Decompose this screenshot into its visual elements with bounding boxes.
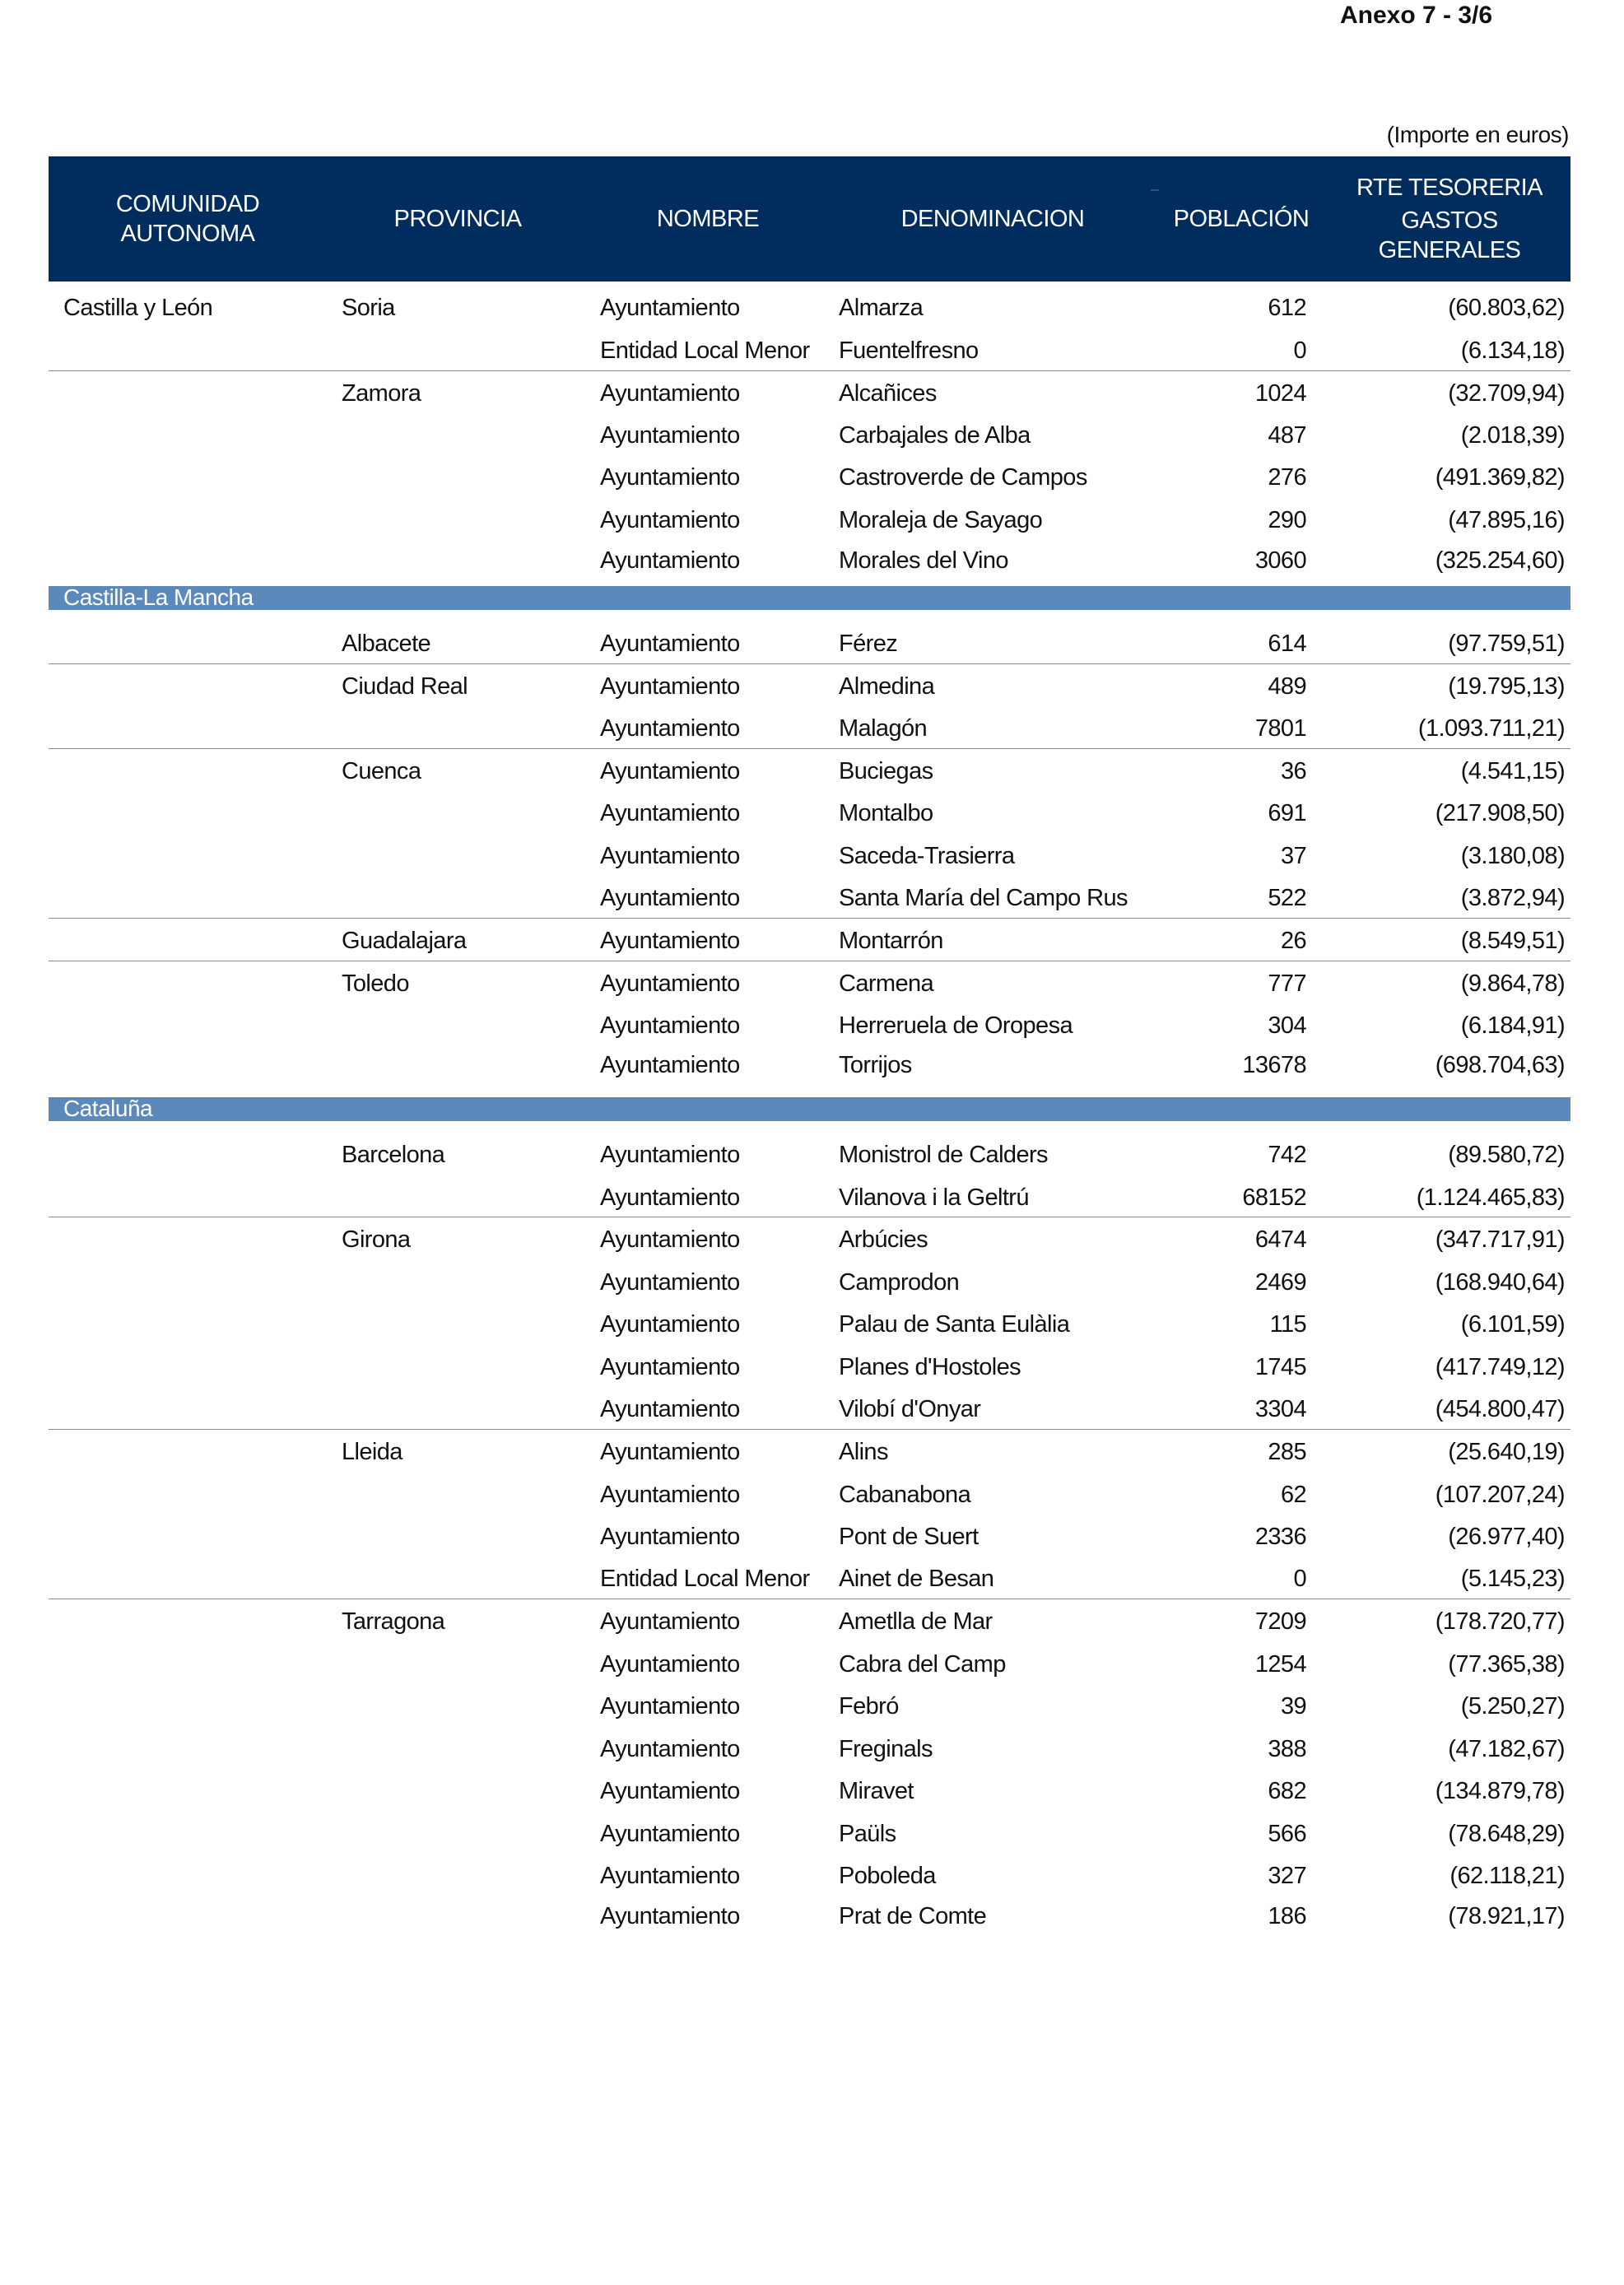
cell-poblacion: 7801	[1254, 715, 1306, 742]
cell-nombre: Ayuntamiento	[600, 1778, 740, 1804]
cell-denominacion: Montarrón	[839, 928, 943, 954]
cell-provincia: Lleida	[342, 1439, 403, 1465]
annex-label: Anexo 7 - 3/6	[1340, 2, 1493, 29]
cell-poblacion: 36	[1280, 758, 1306, 784]
cell-importe: (134.879,78)	[1435, 1778, 1565, 1804]
cell-nombre: Entidad Local Menor	[600, 1566, 810, 1592]
cell-nombre: Ayuntamiento	[600, 758, 740, 784]
cell-nombre: Ayuntamiento	[600, 673, 740, 700]
cell-nombre: Ayuntamiento	[600, 715, 740, 742]
cell-denominacion: Herreruela de Oropesa	[839, 1012, 1073, 1039]
cell-denominacion: Palau de Santa Eulàlia	[839, 1311, 1070, 1338]
cell-nombre: Ayuntamiento	[600, 380, 740, 407]
cell-importe: (491.369,82)	[1435, 464, 1565, 491]
cell-nombre: Ayuntamiento	[600, 1524, 740, 1550]
cell-denominacion: Almarza	[839, 295, 924, 321]
cell-provincia: Guadalajara	[342, 928, 467, 954]
cell-importe: (78.921,17)	[1448, 1903, 1565, 1929]
cell-nombre: Ayuntamiento	[600, 507, 740, 533]
cell-importe: (9.864,78)	[1460, 970, 1565, 997]
cell-poblacion: 388	[1268, 1736, 1306, 1762]
cell-denominacion: Cabra del Camp	[839, 1651, 1006, 1678]
cell-denominacion: Freginals	[839, 1736, 933, 1762]
cell-importe: (89.580,72)	[1448, 1142, 1565, 1168]
cell-poblacion: 186	[1268, 1903, 1306, 1929]
cell-nombre: Ayuntamiento	[600, 1903, 740, 1929]
cell-poblacion: 777	[1268, 970, 1306, 997]
cell-nombre: Entidad Local Menor	[600, 337, 810, 364]
cell-denominacion: Morales del Vino	[839, 547, 1008, 574]
cell-poblacion: 276	[1268, 464, 1306, 491]
cell-comunidad: Castilla y León	[63, 295, 213, 321]
cell-denominacion: Saceda-Trasierra	[839, 843, 1015, 869]
header-poblacion: POBLACIÓN	[1173, 206, 1310, 232]
cell-importe: (47.895,16)	[1448, 507, 1565, 533]
cell-poblacion: 487	[1268, 422, 1306, 449]
cell-poblacion: 489	[1268, 673, 1306, 700]
cell-poblacion: 0	[1293, 1566, 1306, 1592]
cell-nombre: Ayuntamiento	[600, 970, 740, 997]
cell-nombre: Ayuntamiento	[600, 1736, 740, 1762]
row-separator	[49, 748, 1570, 749]
cell-nombre: Ayuntamiento	[600, 1821, 740, 1847]
header-denominacion: DENOMINACION	[900, 206, 1085, 232]
cell-poblacion: 614	[1268, 631, 1306, 657]
region-band-label: Cataluña	[63, 1096, 153, 1121]
cell-denominacion: Carbajales de Alba	[839, 422, 1031, 449]
cell-poblacion: 3304	[1254, 1396, 1306, 1422]
header-nombre: NOMBRE	[656, 206, 760, 232]
cell-nombre: Ayuntamiento	[600, 1012, 740, 1039]
cell-provincia: Cuenca	[342, 758, 421, 784]
cell-denominacion: Pont de Suert	[839, 1524, 979, 1550]
header-comunidad-line1: COMUNIDAD	[115, 191, 260, 217]
cell-importe: (168.940,64)	[1435, 1269, 1565, 1296]
cell-importe: (6.184,91)	[1460, 1012, 1565, 1039]
cell-poblacion: 327	[1268, 1863, 1306, 1889]
unit-note: (Importe en euros)	[1386, 122, 1569, 147]
cell-importe: (178.720,77)	[1435, 1608, 1565, 1635]
cell-provincia: Albacete	[342, 631, 431, 657]
cell-denominacion: Carmena	[839, 970, 934, 997]
cell-importe: (2.018,39)	[1460, 422, 1565, 449]
cell-provincia: Toledo	[342, 970, 409, 997]
cell-provincia: Tarragona	[342, 1608, 445, 1635]
cell-denominacion: Torrijos	[839, 1052, 912, 1078]
region-band-label: Castilla-La Mancha	[63, 584, 254, 610]
cell-denominacion: Fuentelfresno	[839, 337, 979, 364]
cell-importe: (217.908,50)	[1435, 800, 1565, 826]
header-comunidad-line2: AUTONOMA	[120, 221, 255, 247]
cell-importe: (62.118,21)	[1450, 1863, 1565, 1889]
cell-provincia: Ciudad Real	[342, 673, 468, 700]
cell-poblacion: 39	[1280, 1693, 1306, 1720]
cell-importe: (47.182,67)	[1448, 1736, 1565, 1762]
cell-denominacion: Castroverde de Campos	[839, 464, 1087, 491]
cell-poblacion: 290	[1268, 507, 1306, 533]
cell-nombre: Ayuntamiento	[600, 1693, 740, 1720]
cell-importe: (26.977,40)	[1448, 1524, 1565, 1550]
cell-poblacion: 2336	[1254, 1524, 1306, 1550]
cell-poblacion: 26	[1280, 928, 1306, 954]
cell-importe: (6.134,18)	[1460, 337, 1565, 364]
cell-nombre: Ayuntamiento	[600, 422, 740, 449]
cell-importe: (6.101,59)	[1460, 1311, 1565, 1338]
cell-importe: (4.541,15)	[1460, 758, 1565, 784]
cell-denominacion: Cabanabona	[839, 1482, 971, 1508]
cell-denominacion: Camprodon	[839, 1269, 960, 1296]
region-band	[49, 1097, 1570, 1121]
cell-nombre: Ayuntamiento	[600, 1651, 740, 1678]
cell-poblacion: 1745	[1254, 1354, 1306, 1380]
row-separator	[49, 1429, 1570, 1430]
cell-poblacion: 6474	[1254, 1226, 1306, 1253]
cell-denominacion: Almedina	[839, 673, 935, 700]
cell-poblacion: 742	[1268, 1142, 1306, 1168]
cell-nombre: Ayuntamiento	[600, 295, 740, 321]
cell-poblacion: 115	[1269, 1311, 1306, 1338]
cell-nombre: Ayuntamiento	[600, 1269, 740, 1296]
cell-denominacion: Moraleja de Sayago	[839, 507, 1043, 533]
cell-denominacion: Prat de Comte	[839, 1903, 987, 1929]
cell-importe: (325.254,60)	[1435, 547, 1565, 574]
cell-importe: (60.803,62)	[1448, 295, 1565, 321]
cell-denominacion: Santa María del Campo Rus	[839, 885, 1128, 911]
cell-poblacion: 13678	[1242, 1052, 1306, 1078]
cell-denominacion: Febró	[839, 1693, 899, 1720]
cell-denominacion: Alins	[839, 1439, 888, 1465]
cell-poblacion: 612	[1268, 295, 1306, 321]
cell-importe: (1.124.465,83)	[1416, 1184, 1565, 1211]
cell-provincia: Girona	[342, 1226, 411, 1253]
cell-importe: (8.549,51)	[1460, 928, 1565, 954]
cell-nombre: Ayuntamiento	[600, 800, 740, 826]
cell-denominacion: Paüls	[839, 1821, 896, 1847]
cell-denominacion: Planes d'Hostoles	[839, 1354, 1021, 1380]
cell-nombre: Ayuntamiento	[600, 1863, 740, 1889]
cell-importe: (1.093.711,21)	[1417, 715, 1565, 742]
cell-importe: (347.717,91)	[1435, 1226, 1565, 1253]
cell-importe: (32.709,94)	[1448, 380, 1565, 407]
cell-denominacion: Poboleda	[839, 1863, 936, 1889]
cell-importe: (25.640,19)	[1448, 1439, 1565, 1465]
cell-provincia: Zamora	[342, 380, 421, 407]
cell-poblacion: 691	[1268, 800, 1306, 826]
header-rte-line2: GASTOS GENERALES	[1378, 207, 1521, 263]
cell-denominacion: Ametlla de Mar	[839, 1608, 993, 1635]
cell-poblacion: 682	[1268, 1778, 1306, 1804]
cell-denominacion: Vilanova i la Geltrú	[839, 1184, 1029, 1211]
cell-nombre: Ayuntamiento	[600, 1184, 740, 1211]
cell-importe: (78.648,29)	[1448, 1821, 1565, 1847]
cell-denominacion: Vilobí d'Onyar	[839, 1396, 981, 1422]
cell-poblacion: 522	[1268, 885, 1306, 911]
cell-nombre: Ayuntamiento	[600, 1354, 740, 1380]
cell-denominacion: Alcañices	[839, 380, 937, 407]
header-rte-line1: RTE TESORERIA	[1356, 176, 1543, 196]
cell-poblacion: 68152	[1242, 1184, 1306, 1211]
row-separator	[49, 370, 1570, 371]
cell-nombre: Ayuntamiento	[600, 1482, 740, 1508]
cell-poblacion: 37	[1280, 843, 1306, 869]
cell-denominacion: Férez	[839, 631, 898, 657]
cell-importe: (77.365,38)	[1448, 1651, 1565, 1678]
cell-nombre: Ayuntamiento	[600, 547, 740, 574]
row-separator	[49, 918, 1570, 919]
cell-denominacion: Monistrol de Calders	[839, 1142, 1048, 1168]
cell-denominacion: Ainet de Besan	[839, 1566, 994, 1592]
cell-poblacion: 0	[1293, 337, 1306, 364]
cell-denominacion: Malagón	[839, 715, 928, 742]
cell-poblacion: 566	[1268, 1821, 1306, 1847]
region-band	[49, 586, 1570, 610]
cell-poblacion: 285	[1268, 1439, 1306, 1465]
cell-provincia: Barcelona	[342, 1142, 445, 1168]
cell-importe: (698.704,63)	[1435, 1052, 1565, 1078]
cell-poblacion: 1254	[1254, 1651, 1306, 1678]
cell-importe: (97.759,51)	[1448, 631, 1565, 657]
cell-nombre: Ayuntamiento	[600, 1396, 740, 1422]
cell-nombre: Ayuntamiento	[600, 885, 740, 911]
cell-poblacion: 7209	[1254, 1608, 1306, 1635]
cell-importe: (454.800,47)	[1435, 1396, 1565, 1422]
cell-nombre: Ayuntamiento	[600, 1608, 740, 1635]
row-separator	[49, 663, 1570, 664]
cell-denominacion: Miravet	[839, 1778, 914, 1804]
cell-nombre: Ayuntamiento	[600, 1052, 740, 1078]
cell-importe: (3.872,94)	[1460, 885, 1565, 911]
cell-poblacion: 2469	[1254, 1269, 1306, 1296]
cell-provincia: Soria	[342, 295, 395, 321]
cell-nombre: Ayuntamiento	[600, 464, 740, 491]
cell-nombre: Ayuntamiento	[600, 631, 740, 657]
cell-nombre: Ayuntamiento	[600, 1311, 740, 1338]
cell-poblacion: 304	[1268, 1012, 1306, 1039]
cell-importe: (107.207,24)	[1435, 1482, 1565, 1508]
header-provincia: PROVINCIA	[393, 206, 522, 232]
cell-nombre: Ayuntamiento	[600, 1439, 740, 1465]
cell-poblacion: 1024	[1254, 380, 1306, 407]
cell-importe: (5.145,23)	[1460, 1566, 1565, 1592]
cell-nombre: Ayuntamiento	[600, 843, 740, 869]
cell-importe: (19.795,13)	[1448, 673, 1565, 700]
cell-denominacion: Montalbo	[839, 800, 933, 826]
cell-denominacion: Buciegas	[839, 758, 933, 784]
cell-importe: (417.749,12)	[1435, 1354, 1565, 1380]
cell-nombre: Ayuntamiento	[600, 928, 740, 954]
cell-denominacion: Arbúcies	[839, 1226, 928, 1253]
cell-poblacion: 3060	[1254, 547, 1306, 574]
cell-nombre: Ayuntamiento	[600, 1226, 740, 1253]
cell-importe: (5.250,27)	[1460, 1693, 1565, 1720]
cell-poblacion: 62	[1280, 1482, 1306, 1508]
cell-importe: (3.180,08)	[1460, 843, 1565, 869]
cell-nombre: Ayuntamiento	[600, 1142, 740, 1168]
